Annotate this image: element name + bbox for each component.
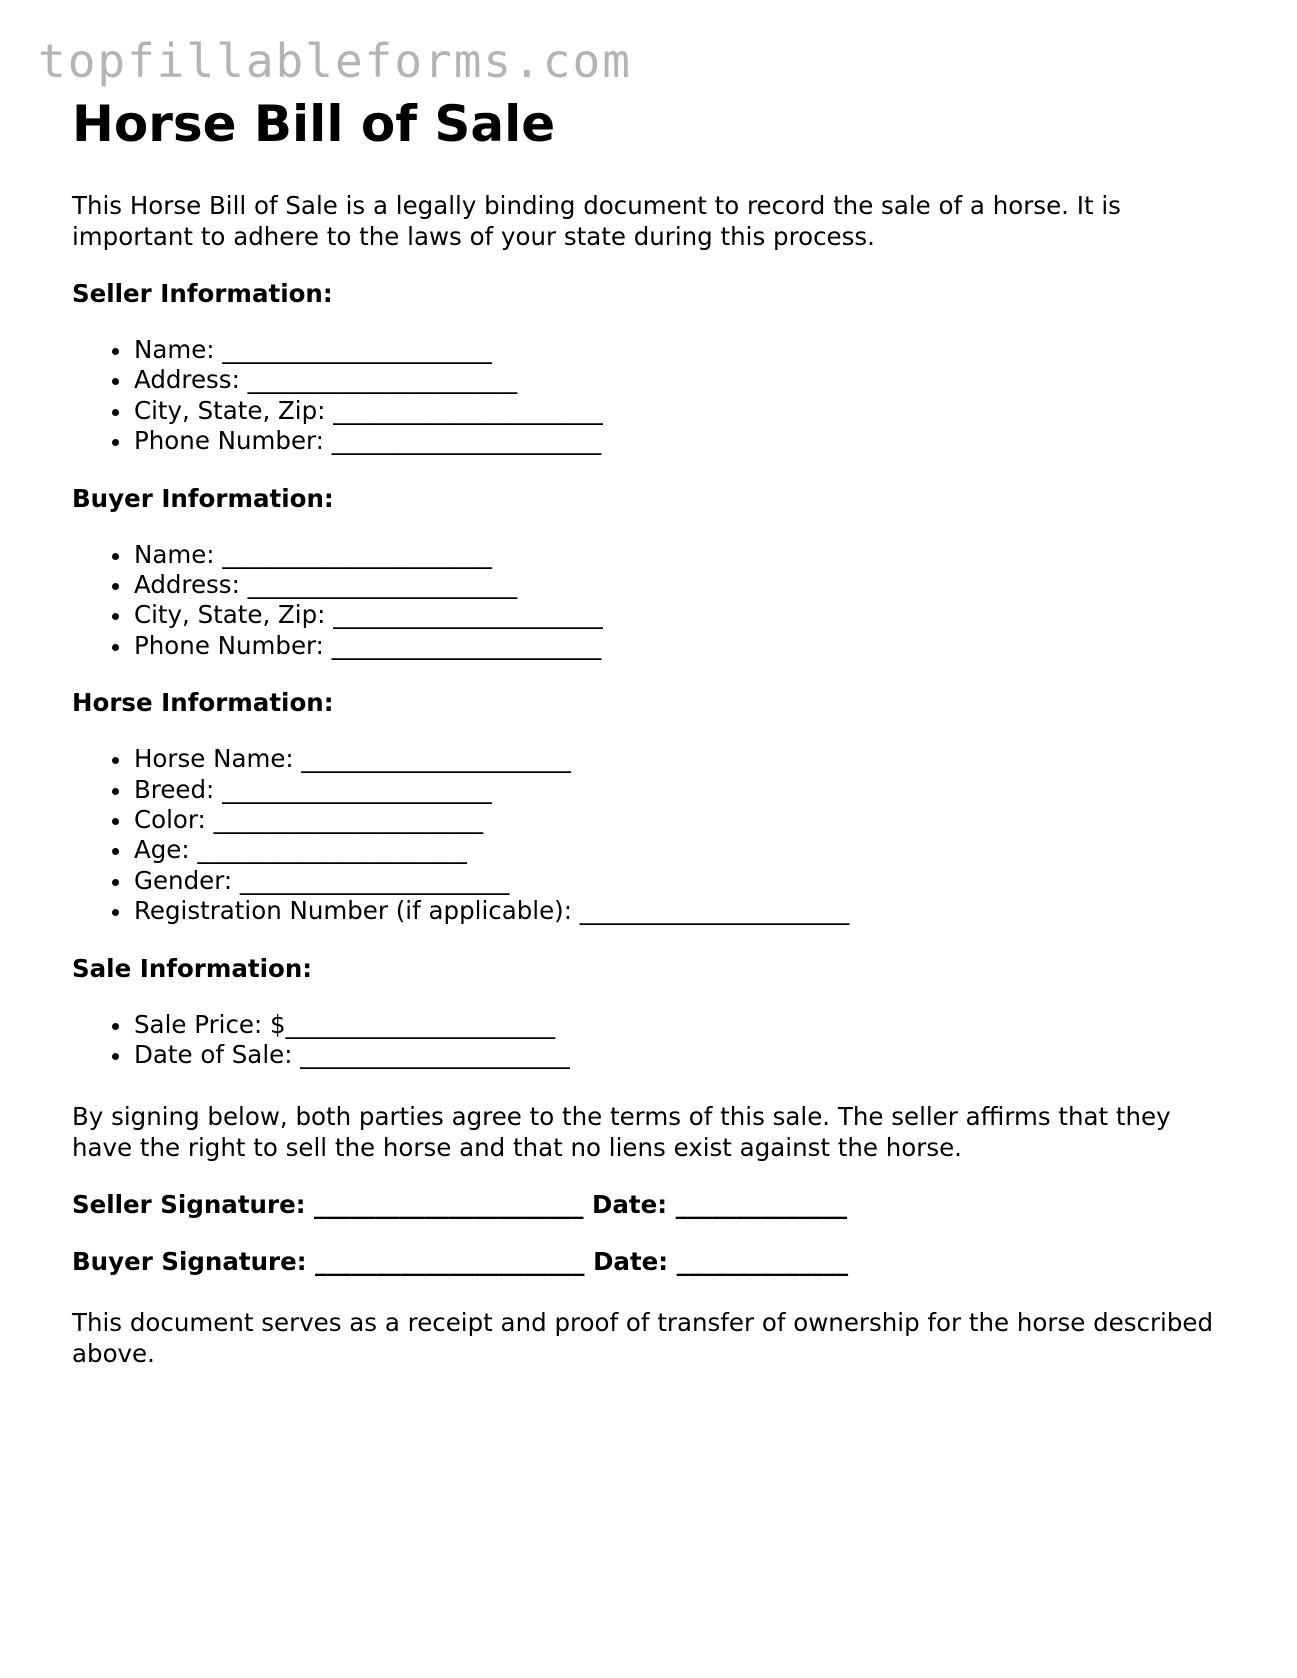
closing-paragraph: This document serves as a receipt and proof of transfer of ownership for the horse described above. [72, 1307, 1214, 1368]
buyer-signature-line[interactable]: Buyer Signature: ______________________ Date: ______________ [72, 1246, 849, 1276]
sale-section-heading: Sale Information: [72, 953, 313, 983]
horse-section-heading: Horse Information: [72, 688, 334, 718]
watermark-logo: topfillableforms.com [38, 34, 632, 88]
intro-paragraph: This Horse Bill of Sale is a legally binding document to record the sale of a horse. It is important to adhere to the laws of your state during this process. [72, 191, 1121, 251]
seller-address-field[interactable]: Address: ______________________ [134, 365, 1232, 395]
horse-age-field[interactable]: Age: ______________________ [134, 835, 1232, 865]
seller-signature-line[interactable]: Seller Signature: ______________________ Date: ______________ [72, 1189, 848, 1219]
buyer-section-heading: Buyer Information: [72, 483, 334, 513]
seller-city-state-zip-field[interactable]: City, State, Zip: ______________________ [134, 396, 1232, 426]
horse-breed-field[interactable]: Breed: ______________________ [134, 775, 1232, 805]
horse-registration-field[interactable]: Registration Number (if applicable): ______________________ [134, 896, 1232, 926]
sale-date-field[interactable]: Date of Sale: ______________________ [134, 1040, 1232, 1070]
horse-color-field[interactable]: Color: ______________________ [134, 805, 1232, 835]
buyer-address-field[interactable]: Address: ______________________ [134, 570, 1232, 600]
seller-phone-field[interactable]: Phone Number: ______________________ [134, 426, 1232, 456]
document-page [72, 88, 1232, 1369]
seller-name-field[interactable]: Name: ______________________ [134, 335, 1232, 365]
seller-section-heading: Seller Information: [72, 279, 333, 308]
seller-fields-list [72, 335, 1232, 457]
buyer-fields-list [72, 540, 1232, 662]
buyer-city-state-zip-field[interactable]: City, State, Zip: ______________________ [134, 600, 1232, 630]
sale-price-field[interactable]: Sale Price: $______________________ [134, 1010, 1232, 1040]
buyer-phone-field[interactable]: Phone Number: ______________________ [134, 631, 1232, 661]
agreement-paragraph: By signing below, both parties agree to the terms of this sale. The seller affirms that they have the right to sell the horse and that no liens exist against the horse. [72, 1101, 1171, 1162]
document-title: Horse Bill of Sale [72, 95, 556, 153]
horse-name-field[interactable]: Horse Name: ______________________ [134, 744, 1232, 774]
horse-fields-list [72, 744, 1232, 926]
sale-fields-list [72, 1010, 1232, 1071]
buyer-name-field[interactable]: Name: ______________________ [134, 540, 1232, 570]
horse-gender-field[interactable]: Gender: ______________________ [134, 866, 1232, 896]
